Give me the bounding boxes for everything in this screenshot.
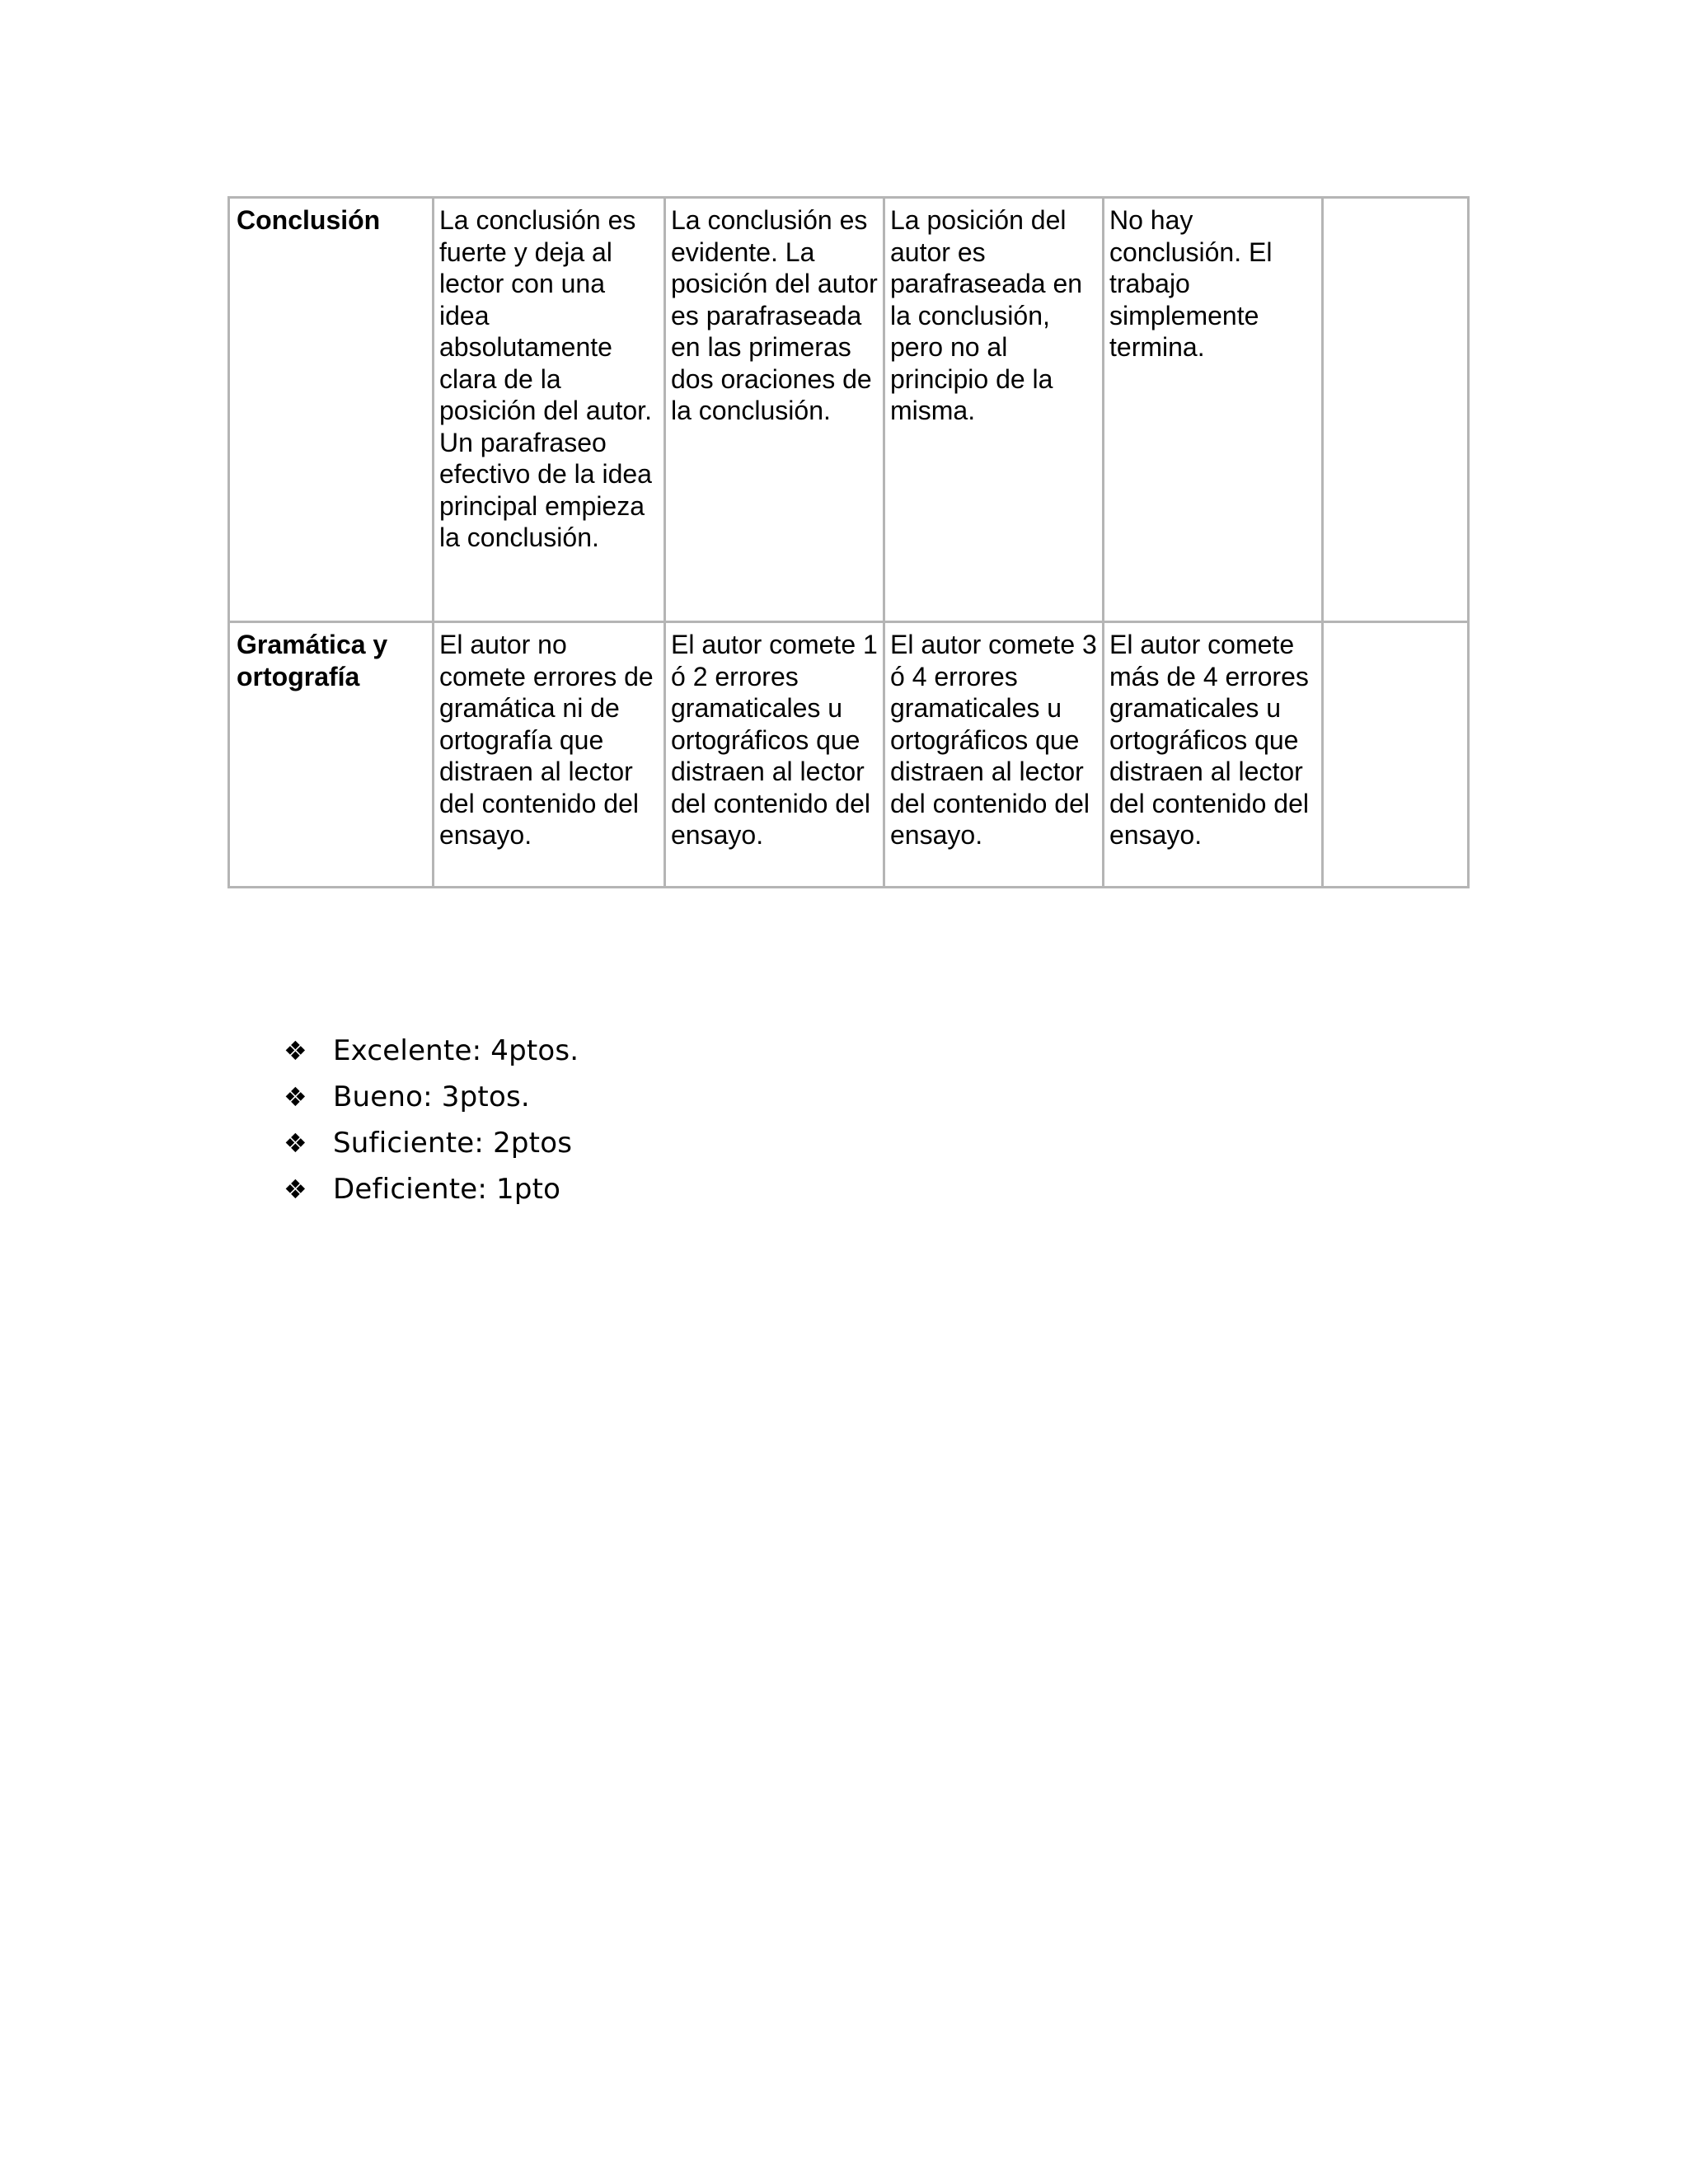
scale-label: Excelente: 4ptos. xyxy=(333,1034,579,1067)
rubric-cell-excellent: El autor no comete errores de gramática ni de ortografía que distraen al lector del contenido del ensayo. xyxy=(434,623,666,888)
criterion-label: Conclusión xyxy=(230,199,434,623)
list-item xyxy=(284,1120,579,1166)
rubric-cell-deficient: El autor comete más de 4 errores gramaticales u ortográficos que distraen al lector del contenido del ensayo. xyxy=(1104,623,1324,888)
rubric-cell-good: La conclusión es evidente. La posición del autor es parafraseada en las primeras dos oraciones de la conclusión. xyxy=(666,199,885,623)
diamond-ornament-icon: ❖ xyxy=(284,1081,307,1113)
scale-label: Deficiente: 1pto xyxy=(333,1173,561,1206)
rubric-table xyxy=(227,196,1470,888)
diamond-ornament-icon: ❖ xyxy=(284,1174,307,1205)
rubric-row-grammar xyxy=(230,623,1470,888)
rubric-cell-sufficient: La posición del autor es parafraseada en la conclusión, pero no al principio de la misma. xyxy=(885,199,1104,623)
rubric-cell-excellent: La conclusión es fuerte y deja al lector con una idea absolutamente clara de la posición del autor. Un parafraseo efectivo de la idea principal empieza la conclusión. xyxy=(434,199,666,623)
grading-scale-list xyxy=(284,1028,579,1212)
list-item xyxy=(284,1028,579,1074)
scale-label: Bueno: 3ptos. xyxy=(333,1080,530,1113)
rubric-cell-sufficient: El autor comete 3 ó 4 errores gramaticales u ortográficos que distraen al lector del contenido del ensayo. xyxy=(885,623,1104,888)
scale-label: Suficiente: 2ptos xyxy=(333,1127,573,1160)
list-item xyxy=(284,1074,579,1120)
rubric-cell-score xyxy=(1324,623,1470,888)
criterion-label: Gramática y ortografía xyxy=(230,623,434,888)
rubric-cell-deficient: No hay conclusión. El trabajo simplemente termina. xyxy=(1104,199,1324,623)
rubric-cell-good: El autor comete 1 ó 2 errores gramaticales u ortográficos que distraen al lector del contenido del ensayo. xyxy=(666,623,885,888)
diamond-ornament-icon: ❖ xyxy=(284,1035,307,1066)
list-item xyxy=(284,1166,579,1212)
diamond-ornament-icon: ❖ xyxy=(284,1127,307,1159)
rubric-row-conclusion xyxy=(230,199,1470,623)
rubric-cell-score xyxy=(1324,199,1470,623)
